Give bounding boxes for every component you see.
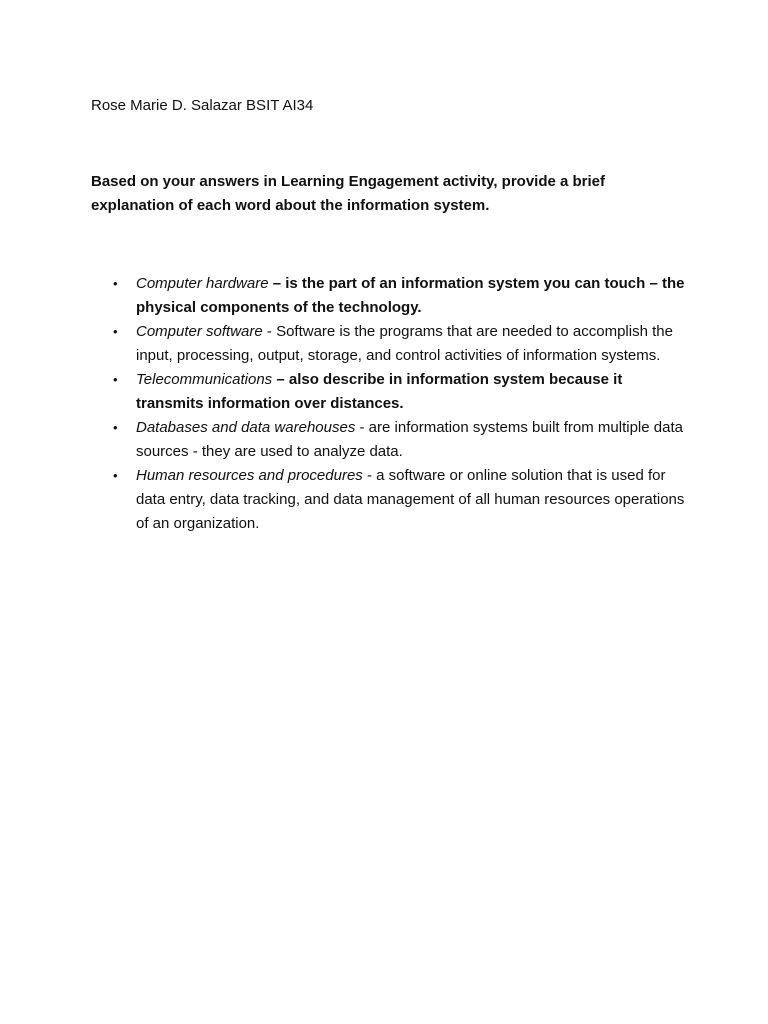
term-separator: -	[355, 419, 369, 436]
term-label: Human resources and procedures	[136, 467, 363, 484]
term-separator: -	[362, 467, 377, 484]
bullet-icon: •	[113, 276, 118, 291]
list-item	[110, 272, 685, 320]
list-item	[110, 320, 685, 368]
term-definition: is the part of an information system you can touch – the physical components of the technology.	[136, 275, 685, 316]
term-definition: are information systems built from multiple data sources - they are used to analyze data.	[136, 419, 683, 460]
bullet-icon: •	[113, 468, 118, 483]
bullet-icon: •	[113, 420, 118, 435]
bullet-icon: •	[113, 372, 118, 387]
term-label: Telecommunications	[136, 371, 273, 388]
term-definition: Software is the programs that are needed to accomplish the input, processing, output, storage, and control activities of information systems.	[136, 323, 673, 364]
list-item	[110, 464, 685, 536]
term-label: Databases and data warehouses	[136, 419, 356, 436]
activity-prompt: Based on your answers in Learning Engagement activity, provide a brief explanation of each word about the information system.	[91, 173, 606, 214]
list-item	[110, 368, 685, 416]
term-separator: –	[268, 275, 286, 292]
term-separator: -	[262, 323, 277, 340]
author-line: Rose Marie D. Salazar BSIT AI34	[91, 97, 314, 114]
term-label: Computer software	[136, 323, 263, 340]
term-label: Computer hardware	[136, 275, 269, 292]
term-definition: also describe in information system because it transmits information over distances.	[136, 371, 623, 412]
bullet-icon: •	[113, 324, 118, 339]
definition-list	[110, 272, 685, 536]
term-separator: –	[272, 371, 289, 388]
term-definition: a software or online solution that is used for data entry, data tracking, and data management of all human resources operations of an organization.	[136, 467, 685, 532]
list-item	[110, 416, 685, 464]
